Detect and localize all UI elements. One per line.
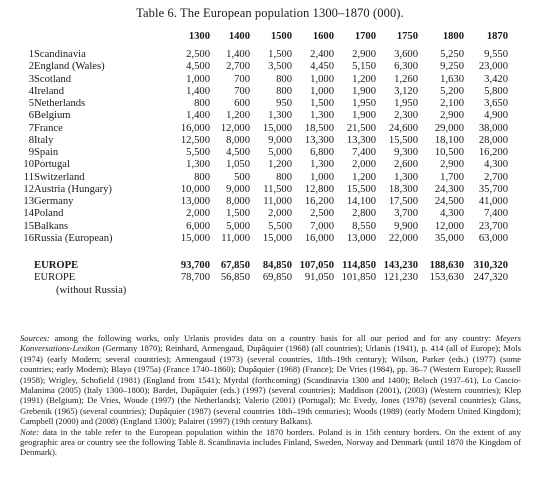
- row-label: EUROPE: [34, 272, 76, 284]
- population-value: 1,950: [352, 98, 376, 109]
- population-value: 2,100: [440, 98, 464, 109]
- total-value: 91,050: [304, 272, 334, 284]
- population-value: 4,500: [226, 147, 250, 158]
- population-value: 1,050: [226, 159, 250, 171]
- country-name: Germany: [34, 196, 74, 207]
- note-paragraph: [20, 427, 521, 458]
- table-row: [20, 208, 508, 220]
- population-value: 9,550: [484, 49, 508, 60]
- population-value: 12,000: [434, 220, 464, 232]
- note-label: Note:: [20, 426, 40, 437]
- country-name: Belgium: [34, 110, 71, 122]
- population-value: 1,000: [186, 73, 210, 85]
- population-value: 5,000: [268, 147, 292, 158]
- table-row: [20, 110, 508, 122]
- population-value: 7,400: [352, 147, 376, 158]
- population-value: 1,500: [226, 208, 250, 220]
- population-value: 1,900: [352, 110, 376, 122]
- row-index: 7: [28, 122, 34, 134]
- population-value: 700: [234, 73, 250, 85]
- population-value: 16,200: [478, 147, 508, 158]
- europe-total-row: [20, 260, 508, 272]
- row-index: 14: [23, 208, 34, 220]
- population-value: 11,500: [263, 183, 292, 195]
- year-header: 1600: [312, 31, 334, 42]
- country-name: Balkans: [34, 220, 69, 232]
- total-value: 114,850: [342, 260, 376, 271]
- population-value: 5,150: [352, 61, 376, 73]
- population-value: 4,300: [440, 208, 464, 220]
- year-header: 1750: [396, 31, 418, 42]
- sources-body: (Germany 1870); Reinhard, Armengaud, Dupâquier (1968) (all countries); Urlanis (1941), p. 414 (all of Europe); Mols (1974) (early Modern; several countries); Armengaud (1973) (several countries, 18th–19th century); Wilson, Parker (eds.) (1977) (some countries; early Modern); Blayo (1975a) (France 1740–1860); Dupâquier (1968) (France); De Vries (1984), pp. 36–7 (Western Europe); Russell (1958); Wrigley, Schofield (1981) (England from 1541); Myrdal (forthcoming) (Scandinavia 1300 and 1400); Beloch (1937–61), Lo Cascio-Malanima (2005) (Italy 1300–1800); Bardet, Dupâquier (eds.) (1997) (several countries); Maddison (2001), (2003) (Western countries); Klep (1991) (Belgium); De Vries, Woude (1997) (the Netherlands); Valerio (2001) (Portugal); Mc Evedy, Jones (1978) (several countries); Glass, Grebenik (1965) (several countries); Dupâquier (1987) (several countries 18th–19th centuries); Woods (1989) (early Modern United Kingdom); Campbell (2000) and (2008) (England 1300); Palairet (1997) (19th century Balkans).: [20, 343, 521, 427]
- country-name: Scotland: [34, 73, 72, 85]
- population-value: 5,200: [440, 85, 464, 97]
- table-row: [20, 233, 508, 245]
- row-index: 3: [28, 73, 34, 85]
- population-value: 35,700: [478, 183, 508, 195]
- population-value: 1,400: [226, 49, 250, 60]
- population-value: 800: [276, 85, 292, 97]
- population-value: 1,630: [440, 73, 464, 85]
- country-name: Spain: [34, 147, 59, 158]
- table-row: [20, 184, 508, 196]
- header-spacer: [34, 29, 170, 49]
- population-value: 3,700: [394, 208, 418, 220]
- population-value: 1,200: [226, 110, 250, 122]
- population-value: 2,300: [394, 110, 418, 122]
- population-value: 12,800: [304, 183, 334, 195]
- population-value: 18,500: [304, 122, 334, 134]
- population-value: 3,650: [484, 98, 508, 109]
- population-value: 2,800: [352, 208, 376, 220]
- population-value: 1,000: [310, 171, 334, 183]
- population-value: 1,300: [310, 110, 334, 122]
- population-value: 9,000: [226, 183, 250, 195]
- population-value: 1,300: [310, 159, 334, 171]
- population-value: 11,000: [263, 196, 292, 207]
- table-row: [20, 98, 508, 110]
- country-name: Russia (European): [34, 232, 113, 244]
- total-value: 121,230: [383, 272, 418, 284]
- population-value: 1,400: [186, 85, 210, 97]
- row-index: 16: [23, 232, 34, 244]
- table-row: [20, 135, 508, 147]
- population-value: 6,300: [394, 61, 418, 73]
- population-value: 2,000: [352, 159, 376, 171]
- total-value: 93,700: [180, 260, 210, 271]
- europe-without-russia-row: [20, 272, 508, 284]
- total-value: 67,850: [220, 260, 250, 271]
- note-text: data in the table refer to the European population within the 1870 borders. Poland is in 15th century borders. On the extent of any geographic area or country see the following Table 8. Scandinavia includes Finland, Sweden, Norway and Denmark (until 1870 the Kingdom of Denmark).: [20, 426, 521, 458]
- population-value: 2,600: [394, 159, 418, 171]
- population-value: 800: [194, 98, 210, 109]
- table-row: [20, 123, 508, 135]
- population-value: 9,300: [394, 147, 418, 158]
- table-row: [20, 49, 508, 61]
- population-value: 24,500: [434, 196, 464, 207]
- population-value: 18,100: [434, 134, 464, 146]
- europe-without-russia-subrow: [20, 285, 508, 297]
- row-index: 5: [28, 98, 34, 109]
- row-index: 9: [28, 147, 34, 158]
- year-header-row: [20, 29, 508, 49]
- population-value: 21,500: [346, 122, 376, 134]
- population-value: 13,000: [180, 196, 210, 207]
- row-index: 11: [23, 171, 34, 183]
- population-value: 5,000: [226, 220, 250, 232]
- year-header: 1500: [270, 31, 292, 42]
- year-header: 1300: [188, 31, 210, 42]
- population-value: 1,200: [352, 73, 376, 85]
- total-value: 69,850: [262, 272, 292, 284]
- population-value: 13,300: [346, 134, 376, 146]
- population-value: 15,000: [262, 122, 292, 134]
- row-index: 13: [23, 196, 34, 207]
- population-value: 2,900: [352, 49, 376, 60]
- population-value: 15,000: [262, 232, 292, 244]
- population-value: 1,300: [394, 171, 418, 183]
- population-value: 1,400: [186, 110, 210, 122]
- population-value: 4,500: [186, 61, 210, 73]
- total-value: 56,850: [220, 272, 250, 284]
- population-value: 3,420: [484, 73, 508, 85]
- population-value: 1,900: [352, 85, 376, 97]
- population-value: 18,300: [388, 183, 418, 195]
- year-header: 1400: [228, 31, 250, 42]
- population-value: 3,500: [268, 61, 292, 73]
- population-value: 2,500: [310, 208, 334, 220]
- population-value: 5,250: [440, 49, 464, 60]
- population-value: 1,500: [268, 49, 292, 60]
- table-title: Table 6. The European population 1300–1870 (000).: [136, 6, 404, 20]
- sources-note: [20, 333, 521, 458]
- population-value: 800: [194, 171, 210, 183]
- population-value: 1,200: [352, 171, 376, 183]
- year-header: 1700: [354, 31, 376, 42]
- population-value: 16,000: [304, 232, 334, 244]
- population-value: 8,000: [226, 134, 250, 146]
- population-value: 28,000: [478, 134, 508, 146]
- total-value: 84,850: [262, 260, 292, 271]
- population-value: 14,100: [346, 196, 376, 207]
- population-value: 5,800: [484, 85, 508, 97]
- country-name: England (Wales): [34, 61, 105, 73]
- total-value: 247,320: [473, 272, 508, 284]
- population-value: 8,550: [352, 220, 376, 232]
- sources-lead: among the following works, only Urlanis provides data on a country basis for all our period and for any country:: [49, 333, 496, 343]
- year-header: 1800: [442, 31, 464, 42]
- row-index: 2: [28, 61, 34, 73]
- population-value: 9,000: [268, 134, 292, 146]
- header-spacer: [20, 29, 34, 49]
- population-value: 5,500: [268, 220, 292, 232]
- population-value: 7,400: [484, 208, 508, 220]
- population-value: 2,000: [268, 208, 292, 220]
- population-value: 2,900: [440, 159, 464, 171]
- population-value: 1,000: [310, 73, 334, 85]
- population-value: 7,000: [310, 220, 334, 232]
- row-index: [20, 260, 34, 272]
- population-value: 10,500: [434, 147, 464, 158]
- sources-meyers: Meyers Konversations-Lexikon: [20, 333, 521, 354]
- row-index: 1: [28, 49, 34, 60]
- population-value: 17,500: [388, 196, 418, 207]
- population-value: 1,300: [268, 110, 292, 122]
- population-value: 13,300: [304, 134, 334, 146]
- total-value: 153,630: [429, 272, 464, 284]
- population-value: 3,600: [394, 49, 418, 60]
- population-value: 8,000: [226, 196, 250, 207]
- row-index: 4: [28, 85, 34, 97]
- population-value: 1,200: [268, 159, 292, 171]
- population-value: 1,300: [186, 159, 210, 171]
- country-name: Scandinavia: [34, 49, 86, 60]
- population-value: 5,500: [186, 147, 210, 158]
- population-value: 1,260: [394, 73, 418, 85]
- total-value: 78,700: [180, 272, 210, 284]
- population-value: 3,120: [394, 85, 418, 97]
- population-value: 23,700: [478, 220, 508, 232]
- country-name: Portugal: [34, 159, 70, 171]
- country-name: France: [34, 122, 63, 134]
- population-value: 29,000: [434, 122, 464, 134]
- population-value: 950: [276, 98, 292, 109]
- sources-paragraph: [20, 333, 521, 427]
- row-index: 12: [23, 183, 34, 195]
- population-value: 2,900: [440, 110, 464, 122]
- row-index: 15: [23, 220, 34, 232]
- country-name: Ireland: [34, 85, 64, 97]
- population-value: 12,500: [180, 134, 210, 146]
- population-value: 4,900: [484, 110, 508, 122]
- total-value: 107,050: [299, 260, 334, 271]
- population-value: 800: [276, 171, 292, 183]
- population-value: 1,000: [310, 85, 334, 97]
- table-row: [20, 221, 508, 233]
- table-row: [20, 74, 508, 86]
- population-value: 35,000: [434, 232, 464, 244]
- population-value: 2,700: [484, 171, 508, 183]
- population-value: 9,250: [440, 61, 464, 73]
- row-index: 10: [23, 159, 34, 171]
- country-name: Austria (Hungary): [34, 183, 112, 195]
- population-value: 10,000: [180, 183, 210, 195]
- population-value: 1,500: [310, 98, 334, 109]
- population-value: 600: [234, 98, 250, 109]
- population-value: 9,900: [394, 220, 418, 232]
- population-value: 41,000: [478, 196, 508, 207]
- population-value: 38,000: [478, 122, 508, 134]
- table-row: [20, 147, 508, 159]
- table-row: [20, 196, 508, 208]
- population-value: 15,500: [346, 183, 376, 195]
- population-value: 16,000: [180, 122, 210, 134]
- table-row: [20, 86, 508, 98]
- spacer-row: [20, 245, 508, 260]
- population-value: 800: [276, 73, 292, 85]
- population-value: 2,000: [186, 208, 210, 220]
- population-table: [20, 29, 508, 297]
- population-value: 63,000: [478, 232, 508, 244]
- population-value: 4,450: [310, 61, 334, 73]
- population-value: 4,300: [484, 159, 508, 171]
- country-name: Poland: [34, 208, 64, 220]
- total-value: 188,630: [429, 260, 464, 271]
- population-value: 1,700: [440, 171, 464, 183]
- population-value: 2,400: [310, 49, 334, 60]
- population-value: 16,200: [304, 196, 334, 207]
- table-row: [20, 172, 508, 184]
- population-value: 22,000: [388, 232, 418, 244]
- population-value: 15,000: [180, 232, 210, 244]
- row-label: EUROPE: [34, 260, 79, 271]
- country-name: Italy: [34, 134, 54, 146]
- population-value: 6,800: [310, 147, 334, 158]
- table-row: [20, 159, 508, 171]
- population-value: 15,500: [388, 134, 418, 146]
- population-value: 6,000: [186, 220, 210, 232]
- population-value: 2,700: [226, 61, 250, 73]
- population-value: 13,000: [346, 232, 376, 244]
- row-sublabel: (without Russia): [56, 284, 127, 296]
- population-value: 23,000: [478, 61, 508, 73]
- table-row: [20, 61, 508, 73]
- total-value: 143,230: [383, 260, 418, 271]
- population-value: 11,000: [221, 232, 250, 244]
- sources-label: Sources:: [20, 333, 50, 343]
- year-header: 1870: [486, 31, 508, 42]
- total-value: 310,320: [473, 260, 508, 271]
- population-value: 500: [234, 171, 250, 183]
- total-value: 101,850: [341, 272, 376, 284]
- population-value: 24,300: [434, 183, 464, 195]
- country-name: Netherlands: [34, 98, 86, 109]
- population-value: 24,600: [388, 122, 418, 134]
- row-index: [20, 285, 34, 297]
- population-value: 2,500: [186, 49, 210, 60]
- population-value: 12,000: [220, 122, 250, 134]
- row-index: 8: [28, 134, 34, 146]
- population-value: 1,950: [394, 98, 418, 109]
- row-index: [20, 272, 34, 284]
- population-value: 700: [234, 85, 250, 97]
- row-index: 6: [28, 110, 34, 122]
- country-name: Switzerland: [34, 171, 85, 183]
